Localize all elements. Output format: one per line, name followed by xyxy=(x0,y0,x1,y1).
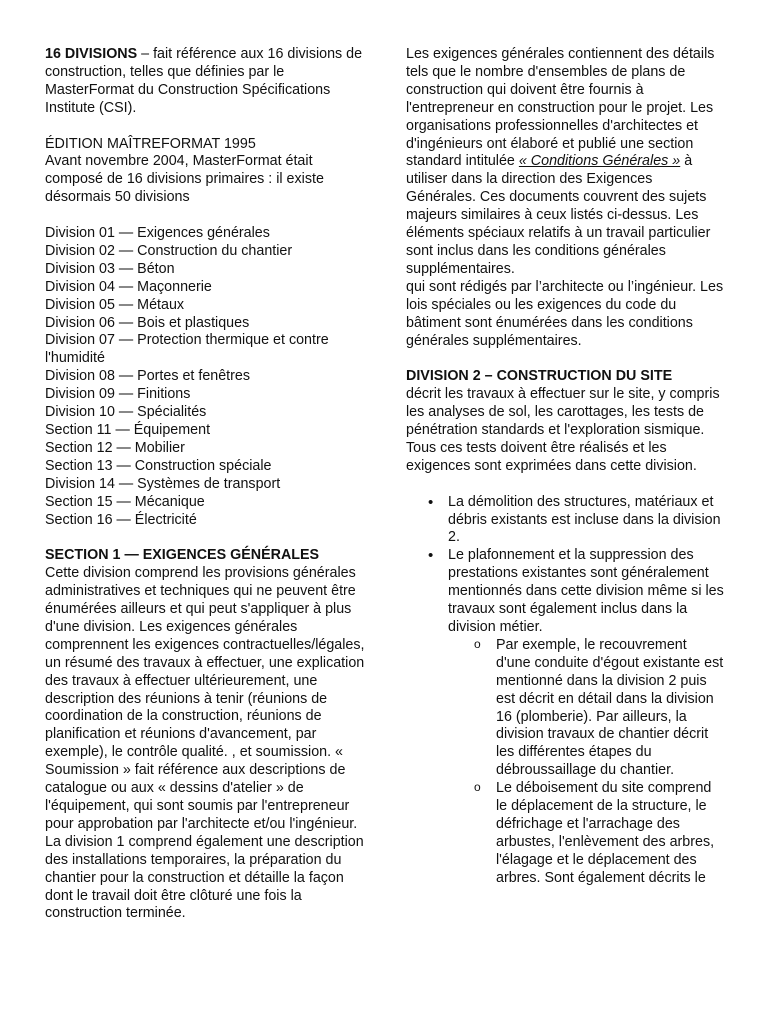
bullet-text: La démolition des structures, matériaux et débris existants est incluse dans la division 2. xyxy=(448,493,721,546)
division2-heading-text: DIVISION 2 – CONSTRUCTION DU SITE xyxy=(406,368,673,385)
bullet-item xyxy=(448,494,724,548)
architect-paragraph: qui sont rédigés par l’architecte ou l’ingénieur. Les lois spéciales ou les exigences du code du bâtiment sont énumérées dans les conditions générales supplémentaires. xyxy=(406,278,724,349)
division-item: Division 07 — Protection thermique et contre l'humidité xyxy=(45,332,329,367)
left-column xyxy=(45,46,365,923)
division-item: Division 06 — Bois et plastiques xyxy=(45,314,250,331)
edition-text: Avant novembre 2004, MasterFormat était composé de 16 divisions primaires : il existe désormais 50 divisions xyxy=(45,153,324,206)
intro-text: – fait référence aux 16 divisions de construction, telles que définies par le MasterFormat du Construction Spécifications Institute (CSI). xyxy=(45,46,363,116)
division-item: Division 02 — Construction du chantier xyxy=(45,242,293,259)
para1-after: à utiliser dans la direction des Exigences Générales. Ces documents couvrent des sujets majeurs similaires à ceux listés ci-dessus. Les éléments spéciaux relatifs à un travail particulier sont inclus dans les conditions générales supplémentaires. xyxy=(406,153,711,277)
division-item: Section 16 — Électricité xyxy=(45,511,197,528)
bullet-item xyxy=(448,547,724,887)
division-item: Section 11 — Équipement xyxy=(45,422,211,438)
division-item: Division 01 — Exigences générales xyxy=(45,225,270,242)
sub-bullet-item xyxy=(496,637,724,780)
bullet-list xyxy=(406,494,724,888)
section1-heading xyxy=(45,547,365,565)
conditions-generales-link[interactable]: « Conditions Générales » xyxy=(518,153,681,170)
division-item: Section 15 — Mécanique xyxy=(45,493,205,510)
sub-bullet-text: Par exemple, le recouvrement d'une conduite d'égout existante est mentionné dans la division 2 puis est décrit en détail dans la division 16 (plomberie). Par ailleurs, la division travaux de chantier décrit les différentes étapes du débroussaillage du chantier. xyxy=(496,636,724,779)
intro-paragraph xyxy=(45,46,365,118)
bullet-text: Le plafonnement et la suppression des prestations existantes sont généralement mentionnés dans cette division même si les travaux sont également inclus dans la division métier. xyxy=(448,547,724,635)
division-item: Division 09 — Finitions xyxy=(45,386,191,403)
division2-heading xyxy=(406,368,724,386)
division-item: Section 13 — Construction spéciale xyxy=(45,457,272,474)
section1-text: Cette division comprend les provisions générales administratives et techniques qui ne peuvent être énumérées ailleurs et qui peut s'appliquer à plus d'une division. Les exigences générales comprennent les exigences contractuelles/légales, un résumé des travaux à effectuer, une explication des travaux à effectuer ultérieurement, une description des réunions à tenir (réunions de coordination de la construction, réunions de planification et réunions d'avancement, par exemple), le contrôle qualité. , et soumission. « Soumission » fait référence aux descriptions de catalogue ou aux « dessins d'atelier » de l'équipement, qui sont soumis par l'entrepreneur pour approbation par l'architecte et/ou l'ingénieur. La division 1 comprend également une description des installations temporaires, la préparation du chantier pour la construction et détaille la façon dont le travail doit être clôturé une fois la construction terminée. xyxy=(45,565,365,922)
division-item: Division 10 — Spécialités xyxy=(45,404,207,421)
division-item: Division 04 — Maçonnerie xyxy=(45,278,212,295)
intro-heading: 16 DIVISIONS xyxy=(45,46,138,62)
division-item: Division 05 — Métaux xyxy=(45,296,185,313)
section1-heading-text: SECTION 1 — EXIGENCES GÉNÉRALES xyxy=(45,547,320,564)
sub-bullet-text: Le déboisement du site comprend le déplacement de la structure, le défrichage et l'arrachage des arbustes, l'enlèvement des arbres, l'élagage et le déplacement des arbres. Sont également décrits le xyxy=(496,780,715,886)
division-item: Division 14 — Systèmes de transport xyxy=(45,475,281,492)
division-item: Division 08 — Portes et fenêtres xyxy=(45,368,251,385)
division-item: Section 12 — Mobilier xyxy=(45,439,185,456)
right-column xyxy=(406,46,724,888)
division2-text: décrit les travaux à effectuer sur le site, y compris les analyses de sol, les carottages, les tests de pénétration standards et l'exploration sismique. Tous ces tests doivent être réalisés et les exigences sont exprimées dans cette division. xyxy=(406,386,720,474)
para1-before: Les exigences générales contiennent des détails tels que le nombre d'ensembles de plans de construction qui doivent être fournis à l'entrepreneur en construction pour le projet. Les organisations professionnelles d'architectes et d'ingénieurs ont élaboré et publié une section standard intitulée xyxy=(406,46,715,170)
edition-heading: ÉDITION MAÎTREFORMAT 1995 xyxy=(45,135,256,152)
division-item: Division 03 — Béton xyxy=(45,260,175,277)
sub-bullet-list xyxy=(448,637,724,888)
sub-bullet-item xyxy=(496,780,724,887)
general-requirements-paragraph xyxy=(406,46,724,279)
division-list xyxy=(45,225,365,529)
